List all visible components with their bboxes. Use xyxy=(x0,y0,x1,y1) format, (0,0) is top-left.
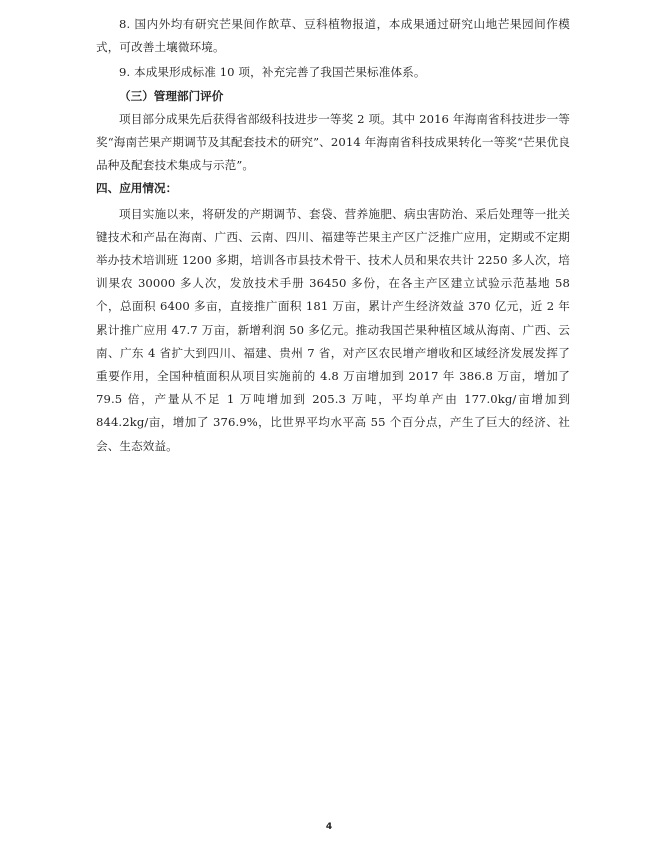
document-body xyxy=(96,13,570,458)
paragraph-item-9: 9. 本成果形成标准 10 项，补充完善了我国芒果标准体系。 xyxy=(119,65,426,80)
paragraph-item-8: 8. 国内外均有研究芒果间作飲草、豆科植物报道，本成果通过研究山地芒果园间作模式，可改善土壤微环境。 xyxy=(96,17,570,55)
page-number: 4 xyxy=(325,822,333,832)
section-heading-management-evaluation: （三）管理部门评价 xyxy=(119,88,224,103)
paragraph-management-evaluation: 项目部分成果先后获得省部级科技进步一等奖 2 项。其中 2016 年海南省科技进步一等奖“海南芒果产期调节及其配套技术的研究”、2014 年海南省科技成果转化一等奖“芒果优良品种及配套技术集成与示范”。 xyxy=(96,111,570,173)
section-heading-application: 四、应用情况： xyxy=(96,181,178,196)
paragraph-application: 项目实施以来，将研发的产期调节、套袋、营养施肥、病虫害防治、采后处理等一批关键技术和产品在海南、广西、云南、四川、福建等芒果主产区广泛推广应用，定期或不定期举办技术培训班 1200 多期，培训各市县技术骨干、技术人员和果农共计 2250 多人次，培训果农 30000 多人次，发放技术手册 36450 多份，在各主产区建立试验示范基地 58 个，总面积 6400 多亩，直接推广面积 181 万亩，累计产生经济效益 370 亿元，近 2 年累计推广应用 47.7 万亩，新增利润 50 多亿元。推动我国芒果种植区域从海南、广西、云南、广东 4 省扩大到四川、福建、贵州 7 省，对产区农民增产增收和区域经济发展发挥了重要作用，全国种植面积从项目实施前的 4.8 万亩增加到 2017 年 386.8 万亩，增加了 79.5 倍，产量从不足 1 万吨增加到 205.3 万吨，平均单产由 177.0kg/亩增加到 844.2kg/亩，增加了 376.9%，比世界平均水平高 55 个百分点，产生了巨大的经济、社会、生态效益。 xyxy=(96,206,570,453)
